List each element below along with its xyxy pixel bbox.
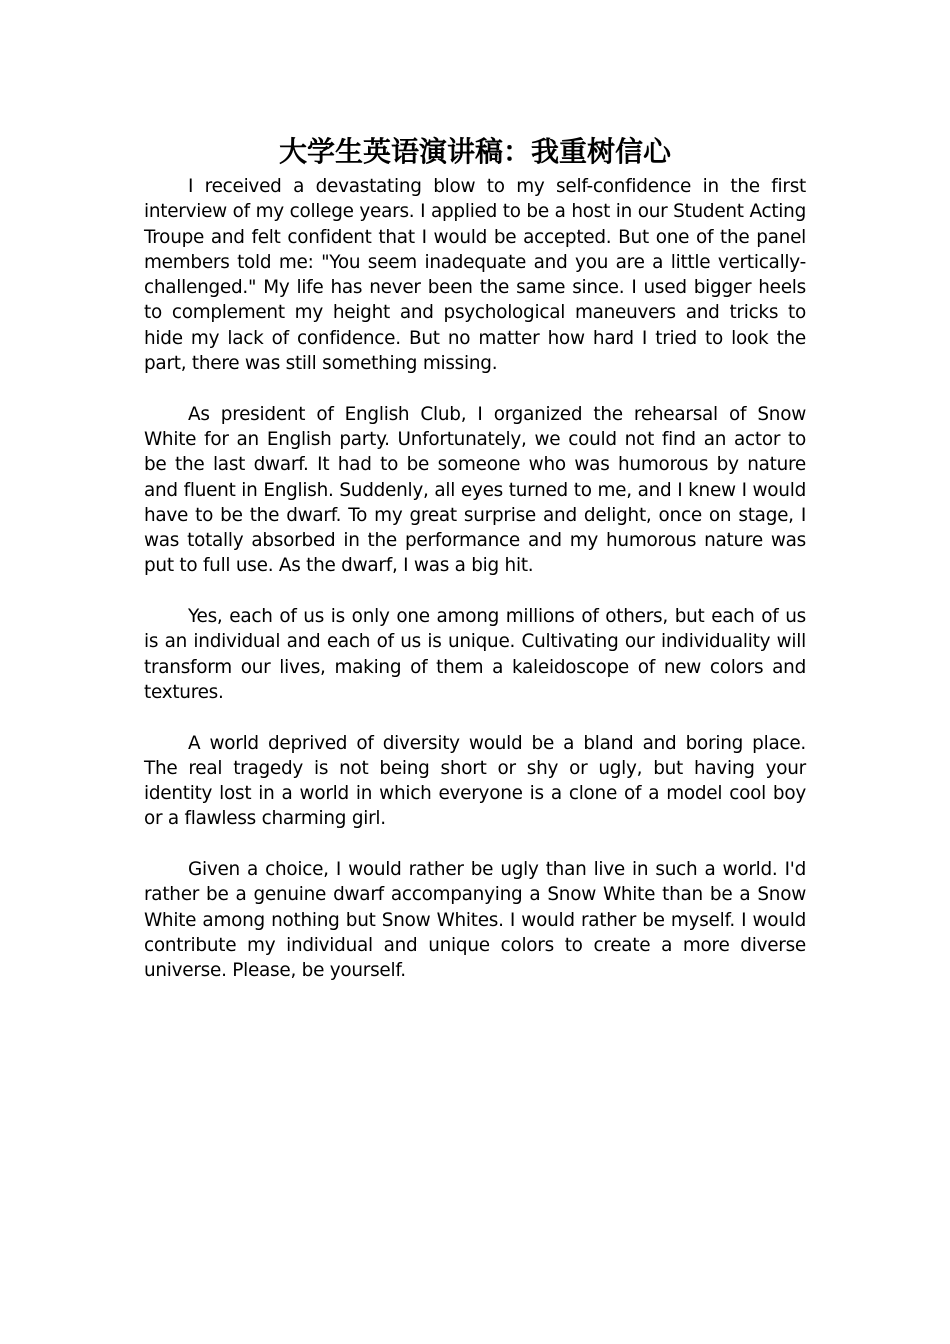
paragraph-4: A world deprived of diversity would be a bland and boring place. The real tragedy is not being short or shy or ugly, but having your identity lost in a world in which everyone is a clone of a model cool boy or a flawless charming girl.: [144, 732, 806, 830]
speech-body: [144, 174, 806, 1009]
paragraph-3: Yes, each of us is only one among millions of others, but each of us is an individual and each of us is unique. Cultivating our individuality will transform our lives, making of them a kaleidoscope of new colors and textures.: [144, 606, 806, 703]
page-title: 大学生英语演讲稿：我重树信心: [278, 135, 671, 168]
paragraph-1: I received a devastating blow to my self-confidence in the first interview of my college years. I applied to be a host in our Student Acting Troupe and felt confident that I would be accepted. But one of the panel members told me: "You seem inadequate and you are a little vertically-challenged." My life has never been the same since. I used bigger heels to complement my height and psychological maneuvers and tricks to hide my lack of confidence. But no matter how hard I tried to look the part, there was still something missing.: [144, 176, 806, 375]
paragraph-5: Given a choice, I would rather be ugly than live in such a world. I'd rather be a genuine dwarf accompanying a Snow White than be a Snow White among nothing but Snow Whites. I would rather be myself. I would contribute my individual and unique colors to create a more diverse universe. Please, be yourself.: [144, 859, 806, 982]
paragraph-2: As president of English Club, I organized the rehearsal of Snow White for an English party. Unfortunately, we could not find an actor to be the last dwarf. It had to be someone who was humorous by nature and fluent in English. Suddenly, all eyes turned to me, and I knew I would have to be the dwarf. To my great surprise and delight, once on stage, I was totally absorbed in the performance and my humorous nature was put to full use. As the dwarf, I was a big hit.: [144, 403, 806, 577]
